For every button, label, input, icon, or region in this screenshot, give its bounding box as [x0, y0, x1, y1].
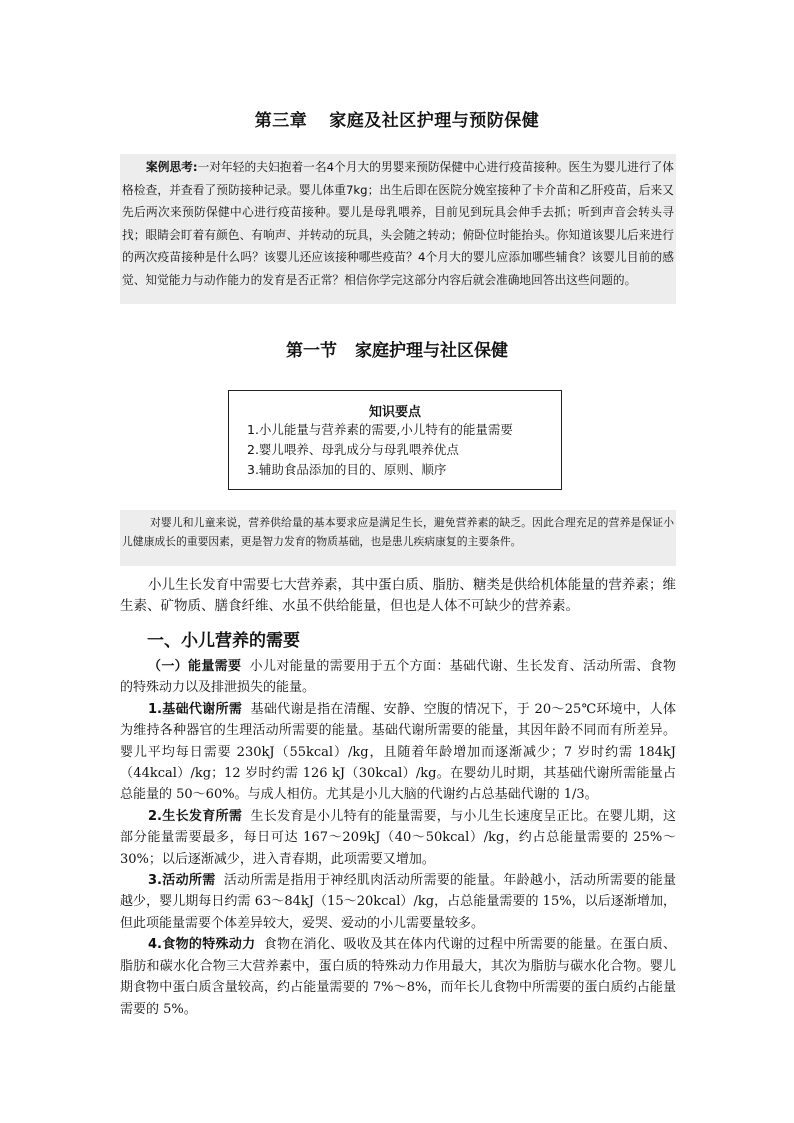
knowledge-point-item: 3.辅助食品添加的目的、原则、顺序 [247, 462, 447, 477]
heading-nutrition-needs: 一、小儿营养的需要 [147, 631, 300, 651]
paragraph-nutrients [120, 575, 676, 616]
item-text: 食物在消化、吸收及其在体内代谢的过程中所需要的能量。在蛋白质、脂肪和碳水化合物三大营养素中，蛋白质的特殊动力作用最大，其次为脂肪与碳水化合物。婴儿期食物中蛋白质含量较高，约占能量需要的 7%～8%，而年长儿食物中所需要的蛋白质约占能量需要的 5%。 [120, 937, 676, 1017]
chapter-number: 第三章 [254, 111, 308, 131]
intro-text: 对婴儿和儿童来说，营养供给量的基本要求应是满足生长，避免营养素的缺乏。因此合理充足的营养是保证小儿健康成长的重要因素，更是智力发育的物质基础，也是患儿疾病康复的主要条件。 [122, 516, 674, 548]
item-paragraph [120, 934, 676, 1020]
knowledge-point-item: 2.婴儿喂养、母乳成分与母乳喂养优点 [247, 442, 459, 457]
energy-text: 小儿对能量的需要用于五个方面：基础代谢、生长发育、活动所需、食物的特殊动力以及排泄损失的能量。 [120, 659, 676, 696]
energy-label: （一）能量需要 [148, 659, 242, 674]
knowledge-points-title: 知识要点 [368, 405, 421, 420]
item-text: 生长发育是小儿特有的能量需要，与小儿生长速度呈正比。在婴儿期，这部分能量需要最多，每日可达 167～209kJ（40～50kcal）/kg，约占总能量需要的 25%～30%；以后逐渐减少，进入青春期，此项需要又增加。 [120, 808, 676, 867]
energy-content [120, 656, 676, 1020]
item-label: 1.基础代谢所需 [148, 701, 243, 717]
item-paragraph [120, 806, 676, 870]
item-paragraph [120, 699, 676, 806]
knowledge-points-box [228, 390, 562, 490]
case-study-label: 案例思考: [146, 160, 198, 174]
item-text: 活动所需是指用于神经肌肉活动所需要的能量。年龄越小，活动所需要的能量越少，婴儿期每日约需 63～84kJ（15～20kcal）/kg，占总能量需要的 15%，以后逐渐增加，但此项能量需要个体差异较大，爱哭、爱动的小儿需要量较多。 [120, 873, 676, 931]
section-number: 第一节 [286, 341, 337, 361]
item-label: 2.生长发育所需 [148, 808, 243, 824]
paragraph-nutrients-text: 小儿生长发育中需要七大营养素，其中蛋白质、脂肪、糖类是供给机体能量的营养素；维生素、矿物质、膳食纤维、水虽不供给能量，但也是人体不可缺少的营养素。 [120, 577, 676, 614]
item-label: 3.活动所需 [148, 873, 216, 889]
case-study-box [120, 154, 676, 304]
item-paragraph [120, 870, 676, 934]
section-name: 家庭护理与社区保健 [355, 341, 508, 361]
chapter-title [0, 106, 794, 131]
item-label: 4.食物的特殊动力 [148, 937, 256, 953]
case-study-text: 一对年轻的夫妇抱着一名4个月大的男婴来预防保健中心进行疫苗接种。医生为婴儿进行了体格检查，并查看了预防接种记录。婴儿体重7kg；出生后即在医院分娩室接种了卡介苗和乙肝疫苗，后来又先后两次来预防保健中心进行疫苗接种。婴儿是母乳喂养，目前见到玩具会伸手去抓；听到声音会转头寻找；眼睛会盯着有颜色、有响声、并转动的玩具，头会随之转动；俯卧位时能抬头。你知道该婴儿后来进行的两次疫苗接种是什么吗？该婴儿还应该接种哪些疫苗？4个月大的婴儿应添加哪些辅食？该婴儿目前的感觉、知觉能力与动作能力的发育是否正常？相信你学完这部分内容后就会准确地回答出这些问题的。 [122, 160, 674, 287]
item-text: 基础代谢是指在清醒、安静、空腹的情况下，于 20～25℃环境中，人体为维持各种器官的生理活动所需要的能量。基础代谢所需要的能量，其因年龄不同而有所差异。婴儿平均每日需要 230kJ（55kcal）/kg，且随着年龄增加而逐渐减少；7 岁时约需 184kJ（44kcal）/kg；12 岁时约需 126 kJ（30kcal）/kg。在婴幼儿时期，其基础代谢所需能量占总能量的 50～60%。与成人相仿。尤其是小儿大脑的代谢约占总基础代谢的 1/3。 [120, 701, 676, 803]
chapter-name: 家庭及社区护理与预防保健 [329, 111, 540, 131]
energy-paragraph [120, 656, 676, 699]
knowledge-point-item: 1.小儿能量与营养素的需要,小儿特有的能量需要 [247, 422, 513, 437]
section-title [0, 336, 794, 361]
intro-box [120, 510, 676, 566]
